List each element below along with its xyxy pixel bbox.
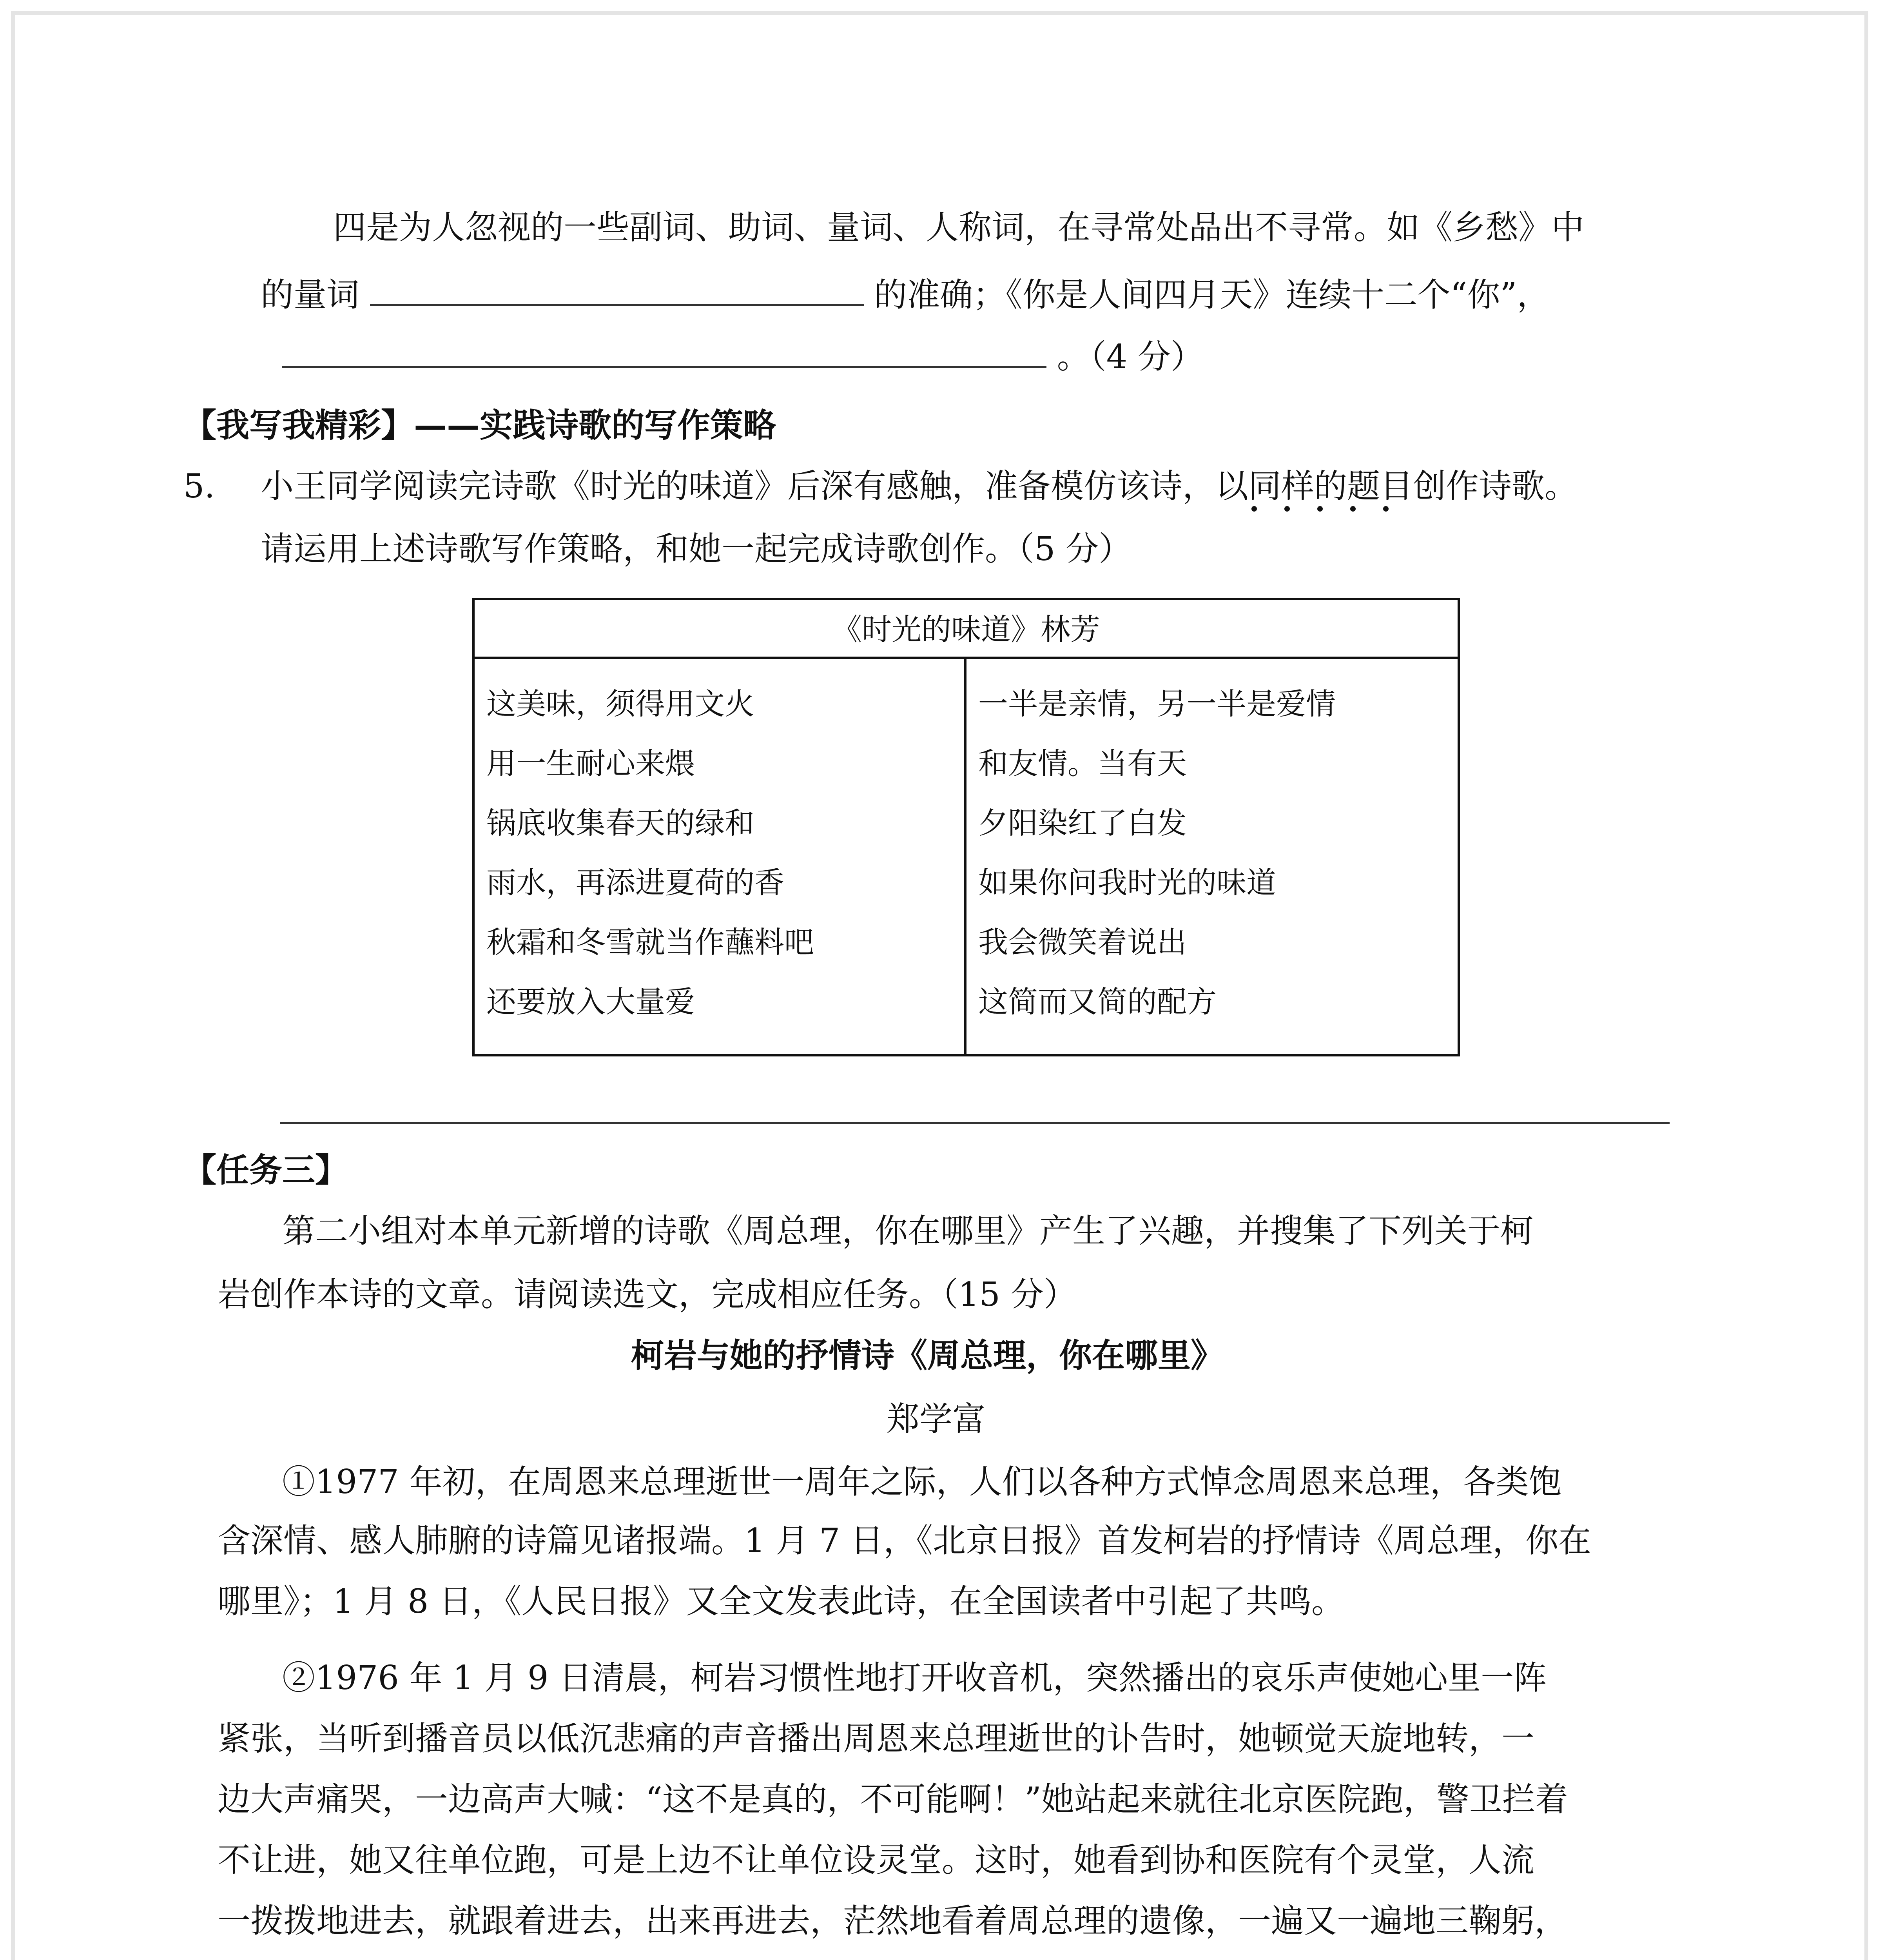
poem-line: 这美味，须得用文火 <box>486 686 754 721</box>
section1-line3-end: 。（4 分） <box>1057 338 1204 376</box>
paragraph-1-line: 哪里》；1 月 8 日，《人民日报》又全文发表此诗，在全国读者中引起了共鸣。 <box>218 1582 1344 1621</box>
poem-column-right <box>966 659 1458 1054</box>
poem-line: 夕阳染红了白发 <box>978 806 1187 840</box>
answer-blank-2[interactable] <box>282 339 1046 368</box>
poem-title: 《时光的味道》林芳 <box>475 600 1458 659</box>
section1-line2-end: 的准确；《你是人间四月天》连续十二个“你”， <box>874 276 1550 314</box>
answer-blank-1[interactable] <box>370 277 864 306</box>
poem-line: 还要放入大量爱 <box>486 984 695 1019</box>
poem-line: 锅底收集春天的绿和 <box>486 806 754 840</box>
task3-intro-line1: 第二小组对本单元新增的诗歌《周总理，你在哪里》产生了兴趣，并搜集了下列关于柯 <box>282 1212 1534 1250</box>
paragraph-2-line: 一拨拨地进去，就跟着进去，出来再进去，茫然地看着周总理的遗像，一遍又一遍地三鞠躬， <box>218 1902 1568 1940</box>
q5-emphasis: 同样的题目 <box>1248 467 1413 505</box>
poem-line: 和友情。当有天 <box>978 746 1187 781</box>
section1-line2 <box>261 273 1550 316</box>
section-divider <box>280 1122 1670 1124</box>
poem-line: 我会微笑着说出 <box>978 925 1187 960</box>
paragraph-2-line: 紧张，当听到播音员以低沉悲痛的声音播出周恩来总理逝世的讣告时，她顿觉天旋地转，一 <box>218 1719 1535 1758</box>
q5-line1-end: 创作诗歌。 <box>1413 467 1578 505</box>
section1-line2-start: 的量词 <box>261 276 360 314</box>
paragraph-1-line: ①1977 年初，在周恩来总理逝世一周年之际，人们以各种方式悼念周恩来总理，各类饱 <box>282 1463 1562 1501</box>
paragraph-1-line: 含深情、感人肺腑的诗篇见诸报端。1 月 7 日，《北京日报》首发柯岩的抒情诗《周总理，你在 <box>218 1521 1591 1560</box>
poem-table <box>472 598 1460 1056</box>
article-author: 郑学富 <box>887 1400 986 1438</box>
q5-number: 5. <box>183 467 215 505</box>
poem-line: 一半是亲情，另一半是爱情 <box>978 686 1336 721</box>
paragraph-2-line: ②1976 年 1 月 9 日清晨，柯岩习惯性地打开收音机，突然播出的哀乐声使她心里一阵 <box>282 1659 1547 1697</box>
writing-heading: 【我写我精彩】——实践诗歌的写作策略 <box>183 406 776 445</box>
q5-line1-start: 小王同学阅读完诗歌《时光的味道》后深有感触，准备模仿该诗，以 <box>261 467 1249 505</box>
q5-line2: 请运用上述诗歌写作策略，和她一起完成诗歌创作。（5 分） <box>261 530 1132 568</box>
section1-line1: 四是为人忽视的一些副词、助词、量词、人称词，在寻常处品出不寻常。如《乡愁》中 <box>333 208 1585 247</box>
poem-column-left <box>475 659 966 1054</box>
section1-line3 <box>282 335 1204 378</box>
poem-line: 用一生耐心来煨 <box>486 746 695 781</box>
paragraph-2-line: 不让进，她又往单位跑，可是上边不让单位设灵堂。这时，她看到协和医院有个灵堂，人流 <box>218 1841 1535 1879</box>
poem-line: 如果你问我时光的味道 <box>978 865 1276 900</box>
task3-intro-line2: 岩创作本诗的文章。请阅读选文，完成相应任务。（15 分） <box>218 1275 1077 1314</box>
q5-line1 <box>261 465 1578 508</box>
poem-line: 秋霜和冬雪就当作蘸料吧 <box>486 925 814 960</box>
poem-line: 这简而又简的配方 <box>978 984 1217 1019</box>
article-title: 柯岩与她的抒情诗《周总理，你在哪里》 <box>631 1336 1224 1375</box>
poem-line: 雨水，再添进夏荷的香 <box>486 865 784 900</box>
paragraph-2-line: 边大声痛哭，一边高声大喊：“这不是真的，不可能啊！”她站起来就往北京医院跑，警卫拦着 <box>218 1780 1568 1818</box>
task3-heading: 【任务三】 <box>183 1151 348 1189</box>
